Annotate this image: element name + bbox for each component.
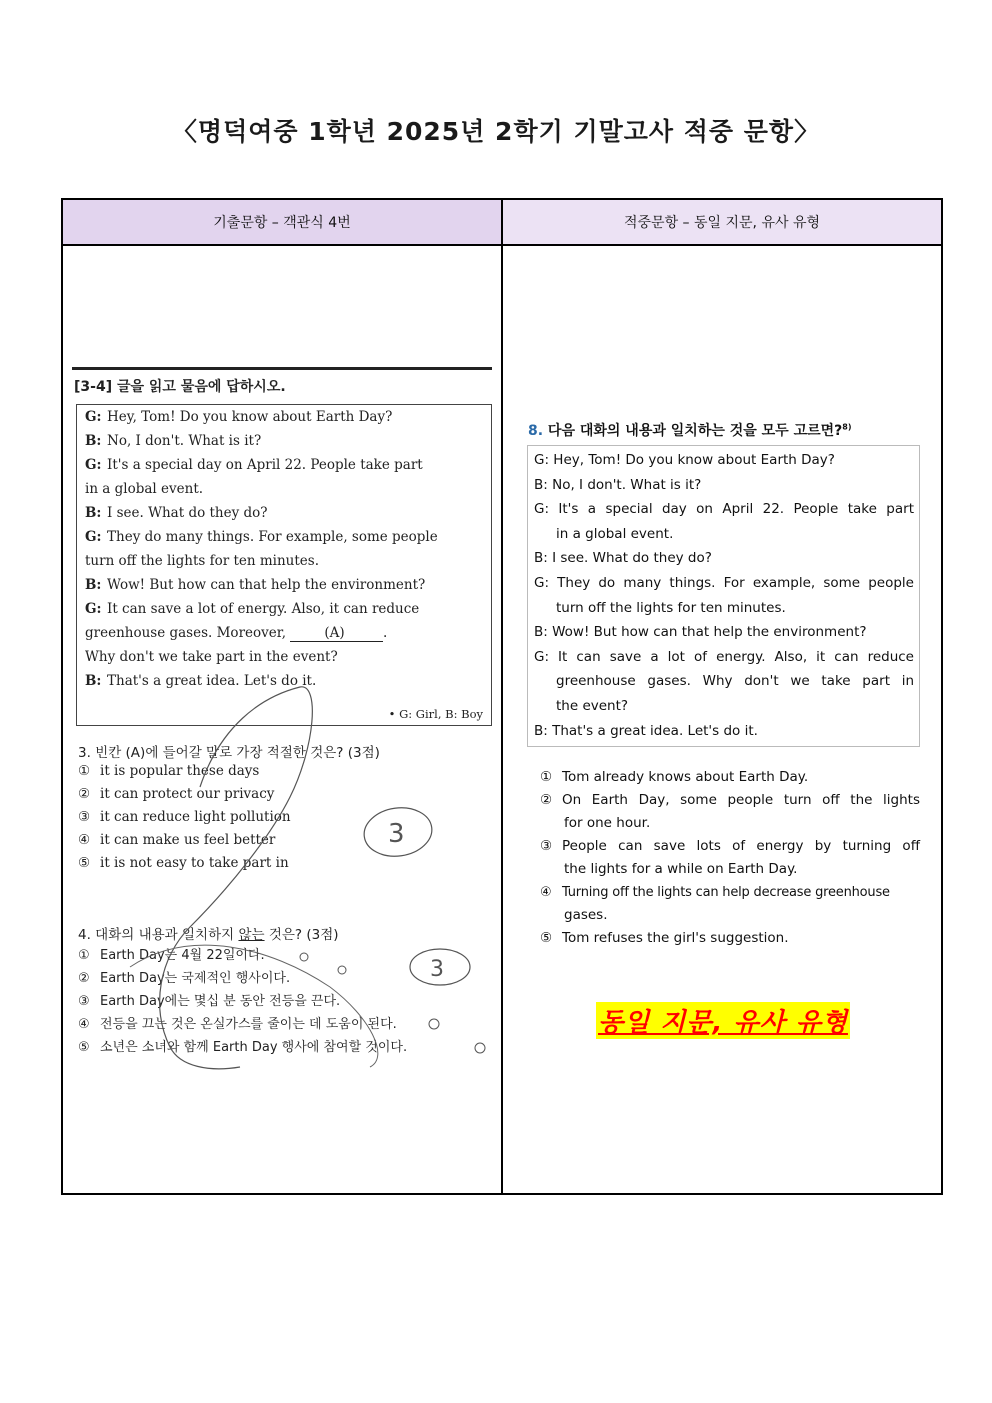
dialog-line: B: Wow! But how can that help the environment? bbox=[85, 577, 426, 593]
dialog-line: B: I see. What do they do? bbox=[534, 550, 712, 567]
dialog-line: G: They do many things. For example, some people bbox=[85, 529, 438, 545]
dialog-line: turn off the lights for ten minutes. bbox=[85, 553, 319, 569]
dialog-line: greenhouse gases. Why don't we take part in bbox=[556, 673, 914, 690]
circled-answer-mark bbox=[361, 804, 435, 861]
q4-option: ② Earth Day는 국제적인 행사이다. bbox=[78, 971, 291, 986]
check-circle-mark bbox=[300, 953, 308, 961]
dialog-line: G: It's a special day on April 22. People take part bbox=[534, 501, 914, 518]
dialog-line: G: It can save a lot of energy. Also, it can reduce bbox=[85, 601, 420, 617]
dialog-line: G: Hey, Tom! Do you know about Earth Day? bbox=[534, 452, 835, 468]
q4-option: ① Earth Day는 4월 22일이다. bbox=[78, 948, 265, 963]
similar-option-continued: gases. bbox=[564, 907, 608, 923]
similar-option: ④ Turning off the lights can help decrease greenhouse bbox=[540, 885, 890, 900]
scan-dialog-box bbox=[76, 404, 492, 726]
check-circle-mark bbox=[338, 966, 346, 974]
blank-a: (A) bbox=[290, 625, 383, 642]
similar-option: ③ People can save lots of energy by turning off bbox=[540, 838, 920, 854]
handwritten-answer-q3: 3 bbox=[388, 819, 405, 849]
passage-heading: [3-4] 글을 읽고 물음에 답하시오. bbox=[74, 379, 286, 395]
similar-dialog-box bbox=[527, 445, 920, 747]
dialog-line: greenhouse gases. Moreover, (A) . bbox=[85, 625, 388, 641]
page-title: 〈명덕여중 1학년 2025년 2학기 기말고사 적중 문항〉 bbox=[171, 117, 821, 146]
circled-answer-mark bbox=[410, 949, 470, 985]
dialog-line: B: No, I don't. What is it? bbox=[534, 476, 702, 493]
q3-option: ③ it can reduce light pollution bbox=[78, 809, 291, 825]
speaker-legend: • G: Girl, B: Boy bbox=[388, 707, 483, 721]
dialog-line: G: It's a special day on April 22. People take part bbox=[85, 457, 423, 473]
dialog-line: the event? bbox=[556, 698, 629, 714]
dialog-line: B: Wow! But how can that help the environment? bbox=[534, 624, 867, 641]
dialog-line: G: They do many things. For example, some people bbox=[534, 575, 914, 591]
q4-option: ④ 전등을 끄는 것은 온실가스를 줄이는 데 도움이 된다. bbox=[78, 1017, 397, 1032]
similar-option: ② On Earth Day, some people turn off the lights bbox=[540, 792, 920, 808]
left-column-header: 기출문항 – 객관식 4번 bbox=[63, 200, 503, 246]
similar-question-stem: 8. 다음 대화의 내용과 일치하는 것을 모두 고르면?$^{8)}$ bbox=[528, 422, 852, 439]
dialog-line: G: It can save a lot of energy. Also, it can reduce bbox=[534, 648, 914, 665]
q4-option: ③ Earth Day에는 몇십 분 동안 전등을 끈다. bbox=[78, 994, 341, 1009]
similar-option: ① Tom already knows about Earth Day. bbox=[540, 769, 809, 785]
check-circle-mark bbox=[475, 1043, 485, 1053]
dialog-line: in a global event. bbox=[556, 525, 674, 542]
dialog-line: Why don't we take part in the event? bbox=[85, 649, 338, 665]
dialog-line: G: Hey, Tom! Do you know about Earth Day? bbox=[85, 409, 393, 425]
dialog-line: B: That's a great idea. Let's do it. bbox=[85, 673, 317, 689]
scanned-exam-question bbox=[70, 367, 494, 1072]
dialog-line: in a global event. bbox=[85, 481, 204, 497]
dialog-line: B: That's a great idea. Let's do it. bbox=[534, 722, 758, 739]
dialog-line: turn off the lights for ten minutes. bbox=[556, 599, 786, 616]
q4-stem: 4. 대화의 내용과 일치하지 않는 것은? (3점) bbox=[78, 927, 339, 943]
q3-option: ① it is popular these days bbox=[78, 763, 260, 779]
similar-option: ⑤ Tom refuses the girl's suggestion. bbox=[540, 930, 789, 946]
column-divider bbox=[501, 246, 503, 1193]
dialog-line: B: I see. What do they do? bbox=[85, 505, 268, 521]
q3-option: ⑤ it is not easy to take part in bbox=[78, 855, 289, 871]
q3-option: ② it can protect our privacy bbox=[78, 786, 275, 802]
dialog-line: B: No, I don't. What is it? bbox=[85, 433, 262, 449]
q3-option: ④ it can make us feel better bbox=[78, 832, 276, 848]
check-circle-mark bbox=[429, 1019, 439, 1029]
right-column-header: 적중문항 – 동일 지문, 유사 유형 bbox=[503, 200, 941, 246]
q3-stem: 3. 빈칸 (A)에 들어갈 말로 가장 적절한 것은? (3점) bbox=[78, 745, 380, 761]
same-passage-stamp: 동일 지문, 유사 유형 bbox=[596, 1002, 850, 1039]
similar-option-continued: for one hour. bbox=[564, 815, 651, 831]
q4-option: ⑤ 소년은 소녀와 함께 Earth Day 행사에 참여할 것이다. bbox=[78, 1040, 408, 1055]
similar-option-continued: the lights for a while on Earth Day. bbox=[564, 861, 798, 877]
scan-top-rule bbox=[72, 367, 492, 370]
handwritten-answer-q4: 3 bbox=[430, 957, 444, 982]
